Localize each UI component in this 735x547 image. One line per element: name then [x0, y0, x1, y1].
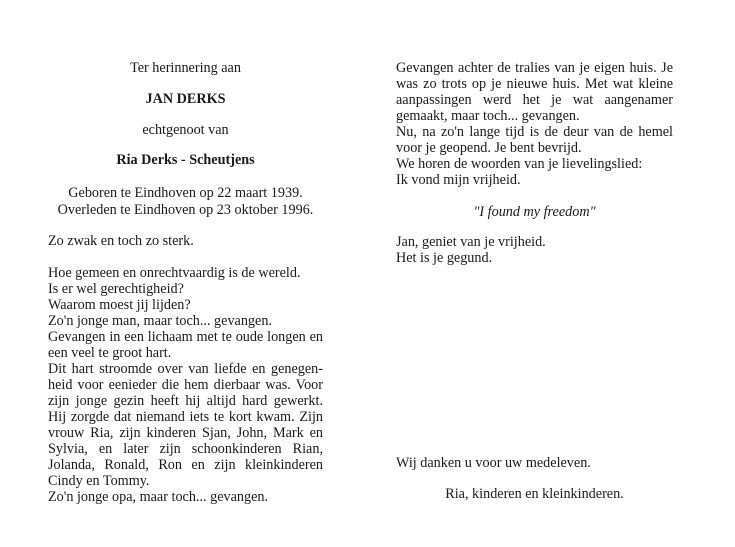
poem-line: een veel te groot hart.: [48, 345, 172, 361]
paragraph-line: Nu, na zo'n lange tijd is de deur van de hemel: [396, 124, 673, 140]
paragraph-line: Gevangen achter de tralies van je eigen huis. Je: [396, 60, 673, 76]
paragraph-line: was zo trots op je nieuwe huis. Met wat kleine: [396, 76, 673, 92]
paragraph-line: voor je geopend. Je bent bevrijd.: [396, 140, 582, 156]
poem-line: Hij zorgde dat niemand iets te kort kwam. Zijn: [48, 409, 323, 425]
song-title: "I found my freedom": [473, 204, 596, 220]
poem-line: Is er wel gerechtigheid?: [48, 281, 184, 297]
paragraph-line: gemaakt, maar toch... gevangen.: [396, 108, 580, 124]
closing-line: Het is je gegund.: [396, 250, 493, 266]
opening-line: Zo zwak en toch zo sterk.: [48, 233, 194, 249]
paragraph-line: Ik vond mijn vrijheid.: [396, 172, 521, 188]
paragraph-line: aanpassingen werd het je wat aangenamer: [396, 92, 673, 108]
poem-line: zijn jonge gezin heeft hij altijd hard gewerkt.: [48, 393, 323, 409]
poem-line: Cindy en Tommy.: [48, 473, 150, 489]
poem-line: Zo'n jonge man, maar toch... gevangen.: [48, 313, 272, 329]
poem-line: heid voor eenieder die hem dierbaar was. Voor: [48, 377, 323, 393]
poem-line: vrouw Ria, zijn kinderen Sjan, John, Mark en: [48, 425, 323, 441]
signature-line: Ria, kinderen en kleinkinderen.: [445, 486, 624, 502]
poem-line: Waarom moest jij lijden?: [48, 297, 191, 313]
poem-line: Hoe gemeen en onrechtvaardig is de wereld.: [48, 265, 301, 281]
header-in-memory: Ter herinnering aan: [130, 60, 241, 76]
thanks-line: Wij danken u voor uw medeleven.: [396, 455, 591, 471]
poem-line: Zo'n jonge opa, maar toch... gevangen.: [48, 489, 269, 505]
paragraph-line: We horen de woorden van je lievelingslied:: [396, 156, 643, 172]
poem-line: Jolanda, Ronald, Ron en zijn kleinkinderen: [48, 457, 323, 473]
birth-line: Geboren te Eindhoven op 22 maart 1939.: [68, 185, 303, 201]
spouse-name: Ria Derks - Scheutjens: [116, 152, 255, 168]
deceased-name: JAN DERKS: [145, 91, 226, 107]
poem-line: Gevangen in een lichaam met te oude longen en: [48, 329, 323, 345]
death-line: Overleden te Eindhoven op 23 oktober 1996.: [57, 202, 314, 218]
closing-line: Jan, geniet van je vrijheid.: [396, 234, 546, 250]
header-spouse-of: echtgenoot van: [142, 122, 229, 138]
poem-line: Sylvia, en later zijn schoonkinderen Rian,: [48, 441, 323, 457]
poem-line: Dit hart stroomde over van liefde en genegen-: [48, 361, 323, 377]
